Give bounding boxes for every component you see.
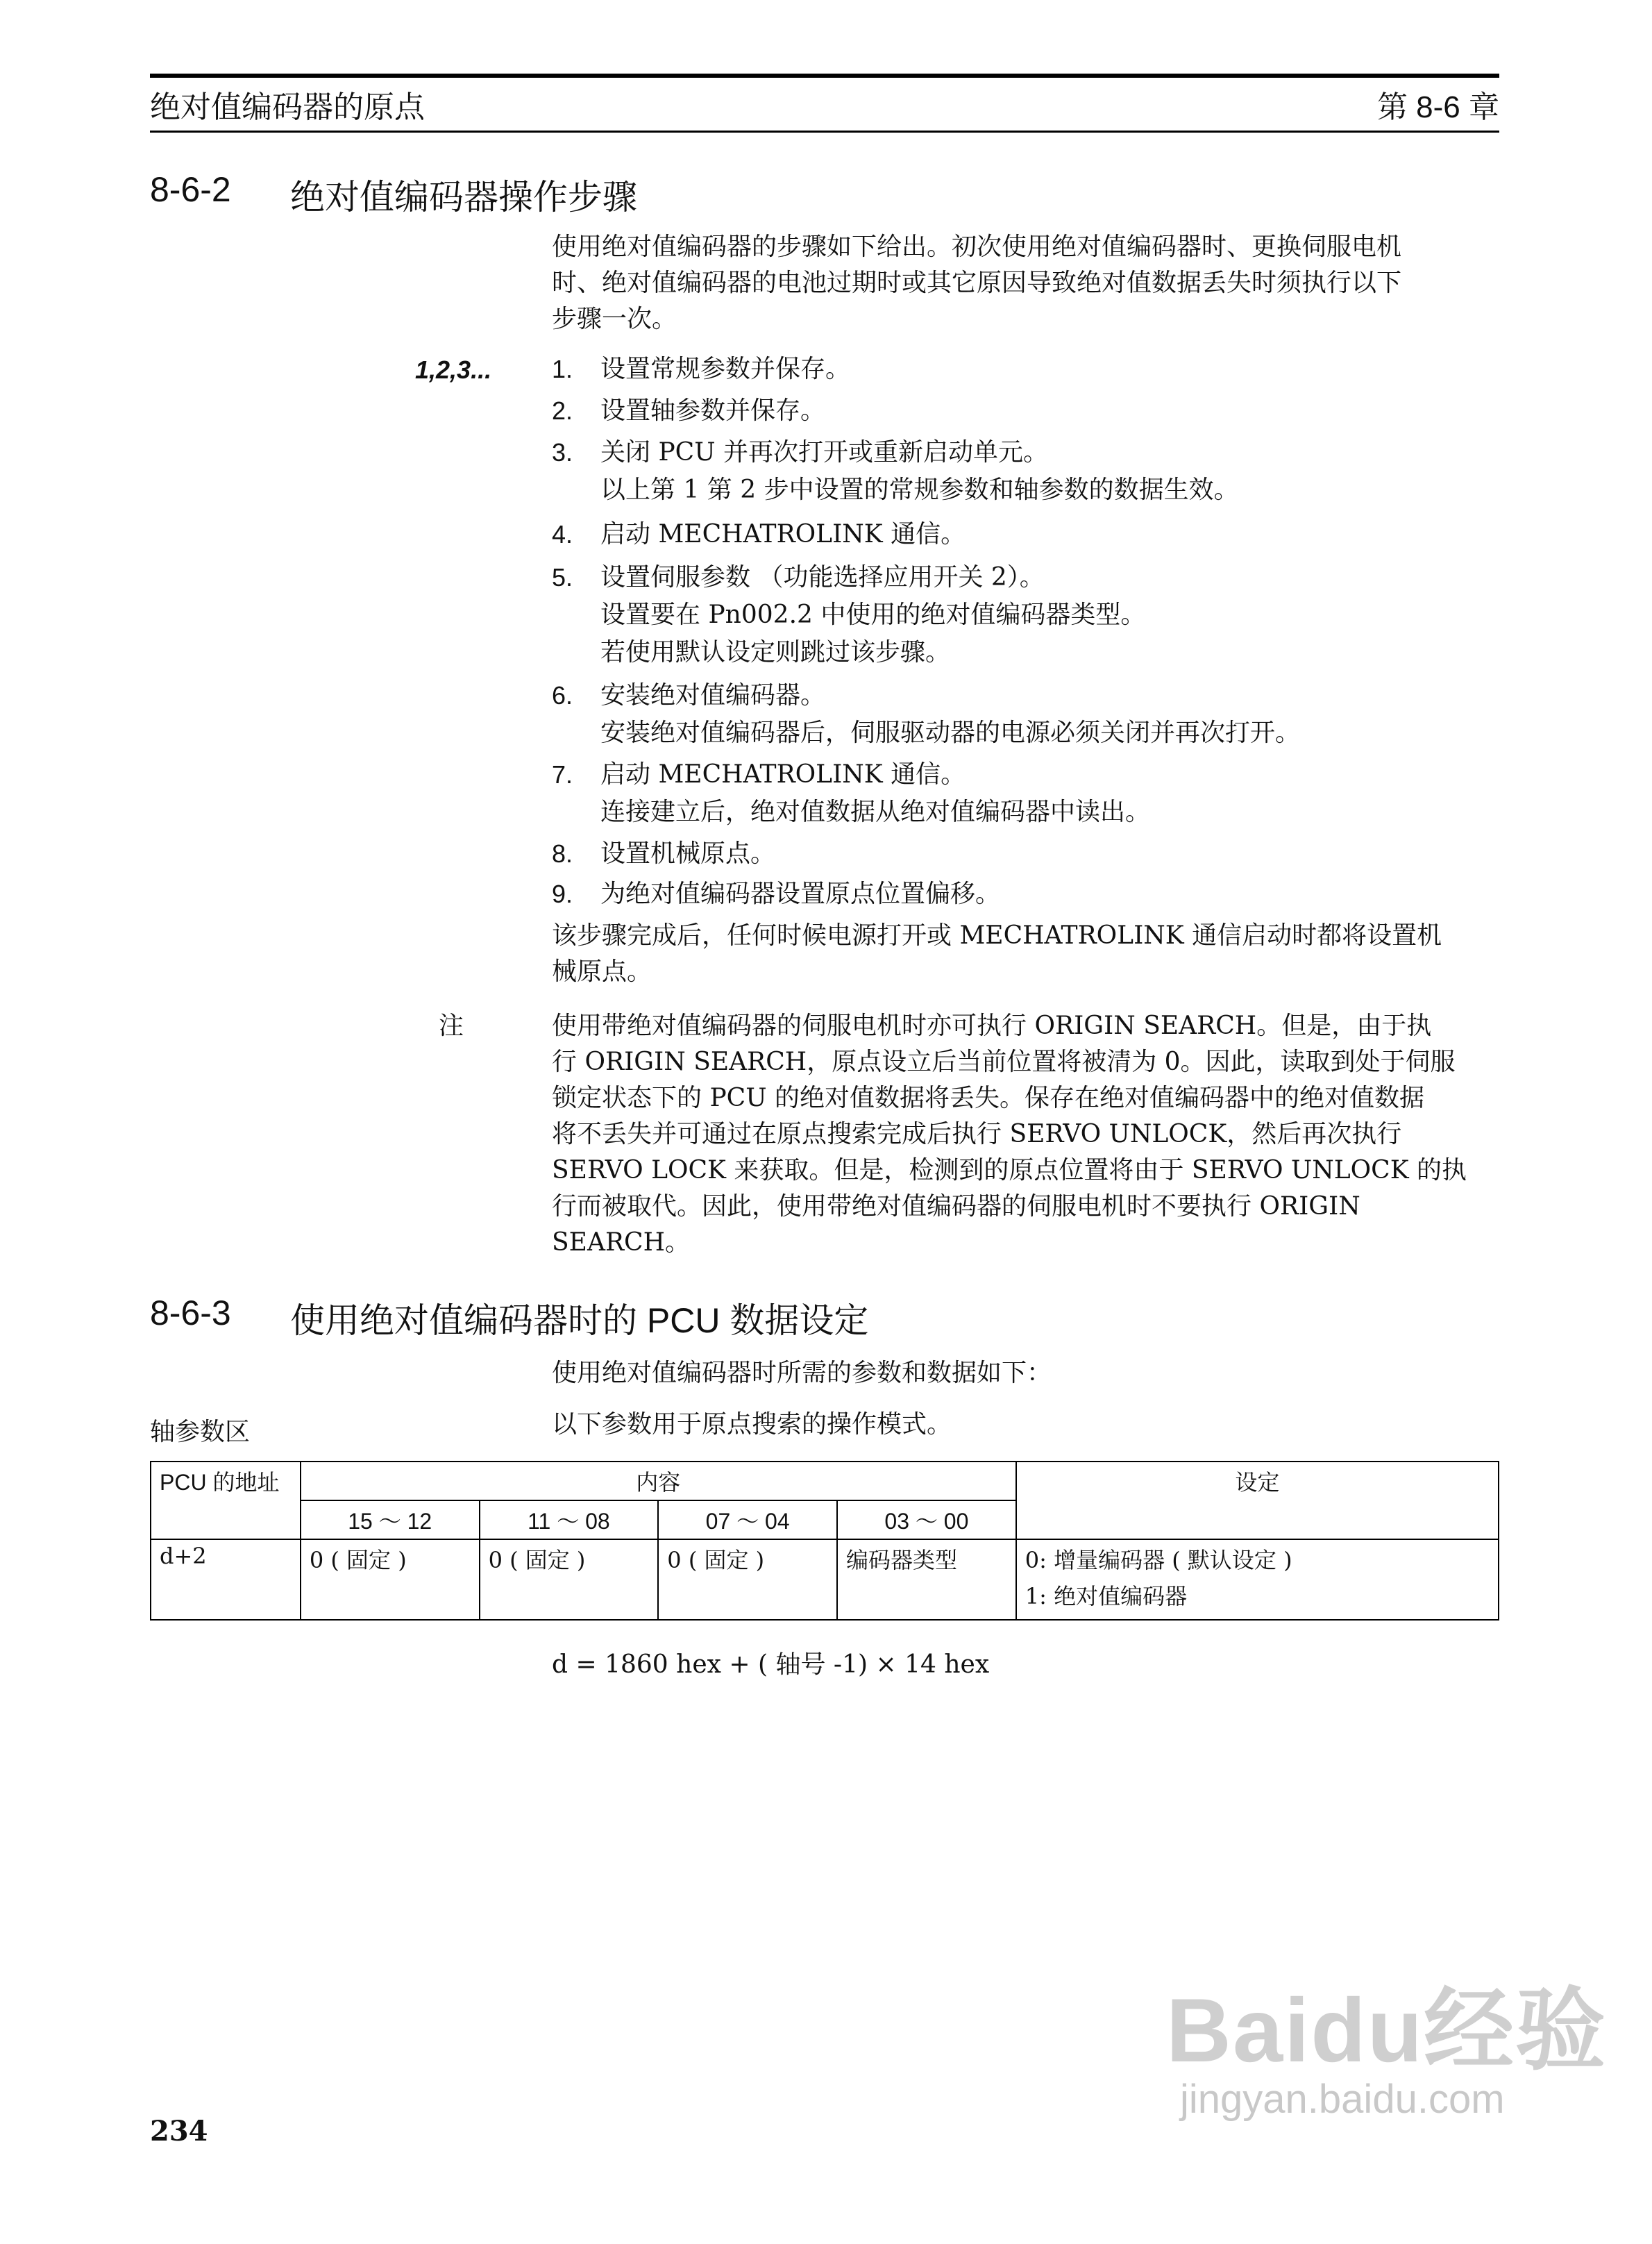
- header-bits-03-00: 03 ～ 00: [837, 1500, 1016, 1539]
- cell-setting: 0: 增量编码器 ( 默认设定 ) 1: 绝对值编码器: [1016, 1539, 1499, 1620]
- table-row: [151, 1539, 1499, 1620]
- header-setting: 设定: [1016, 1462, 1499, 1539]
- watermark-url: jingyan.baidu.com: [1180, 2077, 1505, 2122]
- section-number-863: 8-6-3: [150, 1293, 231, 1332]
- axis-parameter-area-desc: 以下参数用于原点搜索的操作模式。: [552, 1410, 952, 1439]
- section-title-863: 使用绝对值编码器时的 PCU 数据设定: [290, 1301, 869, 1340]
- header-pcu-address: PCU 的地址: [151, 1462, 301, 1539]
- steps-conclusion: 该步骤完成后，任何时候电源打开或 MECHATROLINK 通信启动时都将设置机 械原点。: [552, 921, 1442, 986]
- header-bits-07-04: 07 ～ 04: [658, 1500, 837, 1539]
- section2-intro: 使用绝对值编码器时所需的参数和数据如下：: [552, 1359, 1052, 1387]
- header-bits-11-08: 11 ～ 08: [480, 1500, 659, 1539]
- cell-bits-15-12: 0 ( 固定 ): [301, 1539, 480, 1620]
- steps-label: 1,2,3...: [415, 355, 492, 384]
- header-content: 内容: [301, 1462, 1016, 1500]
- cell-bits-03-00: 编码器类型: [837, 1539, 1016, 1620]
- header-bottom-rule: [150, 131, 1499, 133]
- cell-address: d+2: [151, 1539, 301, 1620]
- section-number-862: 8-6-2: [150, 170, 231, 209]
- running-header-title: 绝对值编码器的原点: [150, 90, 425, 124]
- cell-bits-11-08: 0 ( 固定 ): [480, 1539, 659, 1620]
- note-text: 使用带绝对值编码器的伺服电机时亦可执行 ORIGIN SEARCH。但是，由于执 行 ORIGIN SEARCH，原点设立后当前位置将被清为 0。因此，读取到处于伺服 锁定状态下的 PCU 的绝对值数据将丢失。保存在绝对值编码器中的绝对值数据 将不丢失并可通过在原点搜索完成后执行 SERVO UNLOCK，然后再次执行 SERVO LOCK 来获取。但是，检测到的原点位置将由于 SERVO UNLOCK 的执 行而被取代。因此，使用带绝对值编码器的伺服电机时不要执行 ORIGIN SEARCH。: [552, 1012, 1467, 1257]
- parameter-table: [150, 1461, 1499, 1621]
- header-top-rule: [150, 74, 1499, 78]
- section-title-862: 绝对值编码器操作步骤: [290, 178, 637, 217]
- note-label: 注: [439, 1012, 464, 1040]
- page-number: 234: [150, 2115, 208, 2147]
- section1-intro: 使用绝对值编码器的步骤如下给出。初次使用绝对值编码器时、更换伺服电机 时、绝对值编码器的电池过期时或其它原因导致绝对值数据丢失时须执行以下 步骤一次。: [552, 233, 1402, 333]
- address-formula: d = 1860 hex + ( 轴号 -1) × 14 hex: [552, 1650, 990, 1679]
- header-bits-15-12: 15 ～ 12: [301, 1500, 480, 1539]
- chapter-label: 第 8-6 章: [1376, 90, 1499, 124]
- axis-parameter-area-label: 轴参数区: [150, 1417, 251, 1446]
- watermark-logo: Baidu经验: [1166, 1979, 1608, 2081]
- cell-bits-07-04: 0 ( 固定 ): [658, 1539, 837, 1620]
